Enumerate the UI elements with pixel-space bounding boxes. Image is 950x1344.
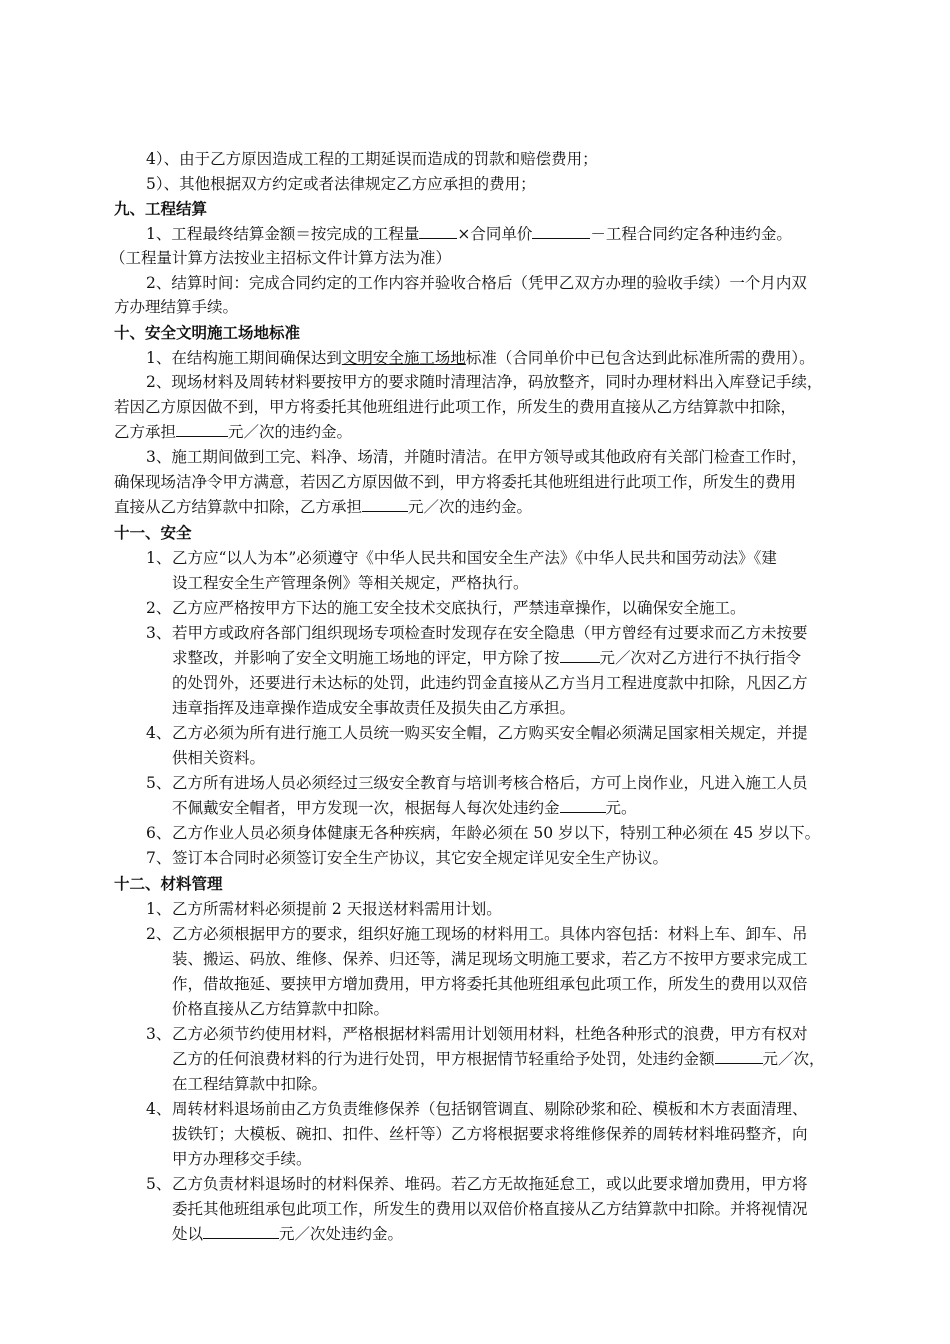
section-heading-11: 十一、安全 xyxy=(114,524,192,542)
paragraph: 2、结算时间：完成合同约定的工作内容并验收合格后（凭甲乙双方办理的验收手续）一个月内双 xyxy=(146,274,807,292)
text: 元／次， xyxy=(762,1050,825,1068)
list-number: 7、 xyxy=(146,849,172,867)
text: 元／次对乙方进行不执行指令 xyxy=(599,649,802,667)
list-number: 5、 xyxy=(146,774,172,792)
blank-field xyxy=(203,1223,279,1239)
list-item: 签订本合同时必须签订安全生产协议，其它安全规定详见安全生产协议。 xyxy=(172,849,669,867)
text: 处以 xyxy=(172,1225,204,1243)
section-heading-9: 九、工程结算 xyxy=(114,200,208,218)
list-item: 乙方所有进场人员必须经过三级安全教育与培训考核合格后，方可上岗作业，凡进入施工人员 xyxy=(172,774,808,792)
section-heading-12: 十二、材料管理 xyxy=(114,875,223,893)
list-item: 价格直接从乙方结算款中扣除。 xyxy=(172,1000,390,1018)
paragraph: 5）、其他根据双方约定或者法律规定乙方应承担的费用； xyxy=(146,175,536,193)
list-number: 4、 xyxy=(146,724,172,742)
blank-field xyxy=(362,496,408,512)
list-item xyxy=(172,796,637,820)
list-number: 3、 xyxy=(146,624,172,642)
text: 直接从乙方结算款中扣除，乙方承担 xyxy=(114,498,363,516)
text: 标准（合同单价中已包含达到此标准所需的费用）。 xyxy=(465,349,815,367)
list-number: 1、 xyxy=(146,900,172,918)
list-number: 2、 xyxy=(146,599,172,617)
paragraph: 方办理结算手续。 xyxy=(114,298,239,316)
paragraph: 若因乙方原因做不到，甲方将委托其他班组进行此项工作，所发生的费用直接从乙方结算款中扣除， xyxy=(114,398,797,416)
paragraph xyxy=(114,420,352,444)
text: 1、工程最终结算金额＝按完成的工程量 xyxy=(146,225,420,243)
blank-field xyxy=(560,647,600,663)
list-number: 1、 xyxy=(146,549,172,567)
paragraph xyxy=(114,495,532,519)
list-item: 乙方应“以人为本”必须遵守《中华人民共和国安全生产法》《中华人民共和国劳动法》《建 xyxy=(172,549,777,567)
list-number: 6、 xyxy=(146,824,172,842)
blank-field xyxy=(715,1048,763,1064)
underlined-text: 文明安全施工场地 xyxy=(341,349,466,367)
text: 乙方的任何浪费材料的行为进行处罚，甲方根据情节轻重给予处罚，处违约金额 xyxy=(172,1050,715,1068)
text: 元。 xyxy=(605,799,637,817)
list-item: 拔铁钉；大模板、碗扣、扣件、丝杆等）乙方将根据要求将维修保养的周转材料堆码整齐，向 xyxy=(172,1125,808,1143)
text: 求整改，并影响了安全文明施工场地的评定，甲方除了按 xyxy=(172,649,560,667)
text: 不佩戴安全帽者，甲方发现一次，根据每人每次处违约金 xyxy=(172,799,560,817)
paragraph: 3、施工期间做到工完、料净、场清，并随时清洁。在甲方领导或其他政府有关部门检查工作时， xyxy=(146,448,807,466)
blank-field xyxy=(176,421,228,437)
blank-field xyxy=(419,223,457,239)
list-item: 乙方必须根据甲方的要求，组织好施工现场的材料用工。具体内容包括：材料上车、卸车、吊 xyxy=(172,925,808,943)
text: 1、在结构施工期间确保达到 xyxy=(146,349,342,367)
list-number: 4、 xyxy=(146,1100,172,1118)
list-item: 作，借故拖延、要挟甲方增加费用，甲方将委托其他班组承包此项工作，所发生的费用以双倍 xyxy=(172,975,808,993)
paragraph: 4）、由于乙方原因造成工程的工期延误而造成的罚款和赔偿费用； xyxy=(146,150,598,168)
list-item: 甲方办理移交手续。 xyxy=(172,1150,312,1168)
text: 元／次的违约金。 xyxy=(228,423,353,441)
list-item: 在工程结算款中扣除。 xyxy=(172,1075,328,1093)
text: 乙方承担 xyxy=(114,423,177,441)
list-item: 乙方负责材料退场时的材料保养、堆码。若乙方无故拖延怠工，或以此要求增加费用，甲方将 xyxy=(172,1175,808,1193)
list-number: 3、 xyxy=(146,1025,172,1043)
list-number: 5、 xyxy=(146,1175,172,1193)
text: ×合同单价 xyxy=(457,225,533,243)
list-item: 委托其他班组承包此项工作，所发生的费用以双倍价格直接从乙方结算款中扣除。并将视情况 xyxy=(172,1200,808,1218)
paragraph: （工程量计算方法按业主招标文件计算方法为准） xyxy=(110,249,452,267)
list-item: 乙方作业人员必须身体健康无各种疾病，年龄必须在 50 岁以下，特别工种必须在 45 岁以下。 xyxy=(172,824,821,842)
blank-field xyxy=(532,223,590,239)
list-item: 的处罚外，还要进行未达标的处罚，此违约罚金直接从乙方当月工程进度款中扣除，凡因乙方 xyxy=(172,674,808,692)
list-item: 设工程安全生产管理条例》等相关规定，严格执行。 xyxy=(172,574,529,592)
list-item: 装、搬运、码放、维修、保养、归还等，满足现场文明施工要求，若乙方不按甲方要求完成工 xyxy=(172,950,808,968)
text: －工程合同约定各种违约金。 xyxy=(590,225,792,243)
section-heading-10: 十、安全文明施工场地标准 xyxy=(114,324,301,342)
list-item: 乙方所需材料必须提前 2 天报送材料需用计划。 xyxy=(172,900,502,918)
list-item: 若甲方或政府各部门组织现场专项检查时发现存在安全隐患（甲方曾经有过要求而乙方未按要 xyxy=(172,624,808,642)
list-item: 乙方应严格按甲方下达的施工安全技术交底执行，严禁违章操作，以确保安全施工。 xyxy=(172,599,746,617)
list-item: 乙方必须节约使用材料，严格根据材料需用计划领用材料，杜绝各种形式的浪费，甲方有权对 xyxy=(172,1025,808,1043)
blank-field xyxy=(560,797,606,813)
text: 元／次处违约金。 xyxy=(279,1225,404,1243)
paragraph: 确保现场洁净令甲方满意，若因乙方原因做不到，甲方将委托其他班组进行此项工作，所发生的费用 xyxy=(114,473,797,491)
list-item xyxy=(172,1222,403,1246)
list-item xyxy=(172,1047,825,1071)
list-item: 违章指挥及违章操作造成安全事故责任及损失由乙方承担。 xyxy=(172,699,576,717)
list-item xyxy=(172,646,801,670)
list-item: 乙方必须为所有进行施工人员统一购买安全帽，乙方购买安全帽必须满足国家相关规定，并提 xyxy=(172,724,808,742)
paragraph xyxy=(146,222,792,246)
text: 元／次的违约金。 xyxy=(408,498,533,516)
paragraph xyxy=(146,346,815,370)
list-item: 供相关资料。 xyxy=(172,749,266,767)
list-number: 2、 xyxy=(146,925,172,943)
paragraph: 2、现场材料及周转材料要按甲方的要求随时清理洁净，码放整齐，同时办理材料出入库登记手续， xyxy=(146,373,823,391)
list-item: 周转材料退场前由乙方负责维修保养（包括钢管调直、剔除砂浆和砼、模板和木方表面清理、 xyxy=(172,1100,808,1118)
